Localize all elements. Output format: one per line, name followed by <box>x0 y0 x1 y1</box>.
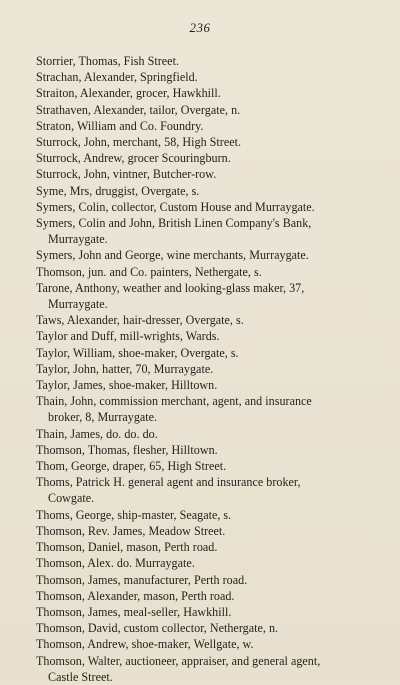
entry-text: Storrier, Thomas, Fish Street. <box>36 54 179 68</box>
entry-text: Thomson, Walter, auctioneer, appraiser, and general agent, <box>36 653 321 668</box>
entry-text: Symers, John and George, wine merchants, Murraygate. <box>36 248 309 263</box>
entry-text: Thomson, Thomas, flesher, Hilltown. <box>36 442 218 457</box>
entry-text: Thomson, David, custom collector, Nethergate, n. <box>36 621 279 636</box>
entry-text: Thoms, George, ship-master, Seagate, s. <box>36 507 232 522</box>
entry-text: Thomson, James, manufacturer, Perth road. <box>36 572 248 587</box>
directory-entry <box>36 247 388 263</box>
entry-text: Taylor, James, shoe-maker, Hilltown. <box>36 378 218 393</box>
directory-entry <box>36 442 388 458</box>
entry-text: Sturrock, John, merchant, 58, High Street. <box>36 135 242 150</box>
directory-entry <box>36 636 388 652</box>
directory-entry <box>36 69 388 85</box>
entry-text: Straiton, Alexander, grocer, Hawkhill. <box>36 86 221 101</box>
directory-entry <box>36 183 388 199</box>
entry-text: Thomson, James, meal-seller, Hawkhill. <box>36 604 232 619</box>
entry-text: Taylor, John, hatter, 70, Murraygate. <box>36 361 214 376</box>
entry-text: Symers, Colin and John, British Linen Company's Bank, <box>36 216 312 231</box>
directory-entry <box>36 572 388 588</box>
entry-continuation: Murraygate. <box>48 232 108 247</box>
directory-entry <box>36 328 388 344</box>
entry-text: Tarone, Anthony, weather and looking-glass maker, 37, <box>36 280 305 295</box>
directory-entry <box>36 588 388 604</box>
directory-entry <box>36 280 388 312</box>
directory-entry <box>36 523 388 539</box>
entry-continuation: Murraygate. <box>48 297 108 312</box>
directory-entry <box>36 539 388 555</box>
directory-entry <box>36 85 388 101</box>
directory-entry <box>36 118 388 134</box>
page-number: 236 <box>189 20 211 35</box>
directory-entry <box>36 166 388 182</box>
entry-text: Thomson, Daniel, mason, Perth road. <box>36 540 218 555</box>
directory-entry <box>36 53 388 69</box>
entry-text: Thomson, Rev. James, Meadow Street. <box>36 523 226 538</box>
directory-entry <box>36 215 388 247</box>
directory-entry <box>36 345 388 361</box>
directory-entry <box>36 150 388 166</box>
entry-text: Straton, William and Co. Foundry. <box>36 118 204 133</box>
entry-text: Sturrock, Andrew, grocer Scouringburn. <box>36 151 231 166</box>
directory-entry <box>36 653 388 685</box>
directory-entry <box>36 312 388 328</box>
entry-text: Taylor, William, shoe-maker, Overgate, s. <box>36 345 239 360</box>
directory-entry <box>36 604 388 620</box>
directory-entry <box>36 555 388 571</box>
entry-text: Strathaven, Alexander, tailor, Overgate, n. <box>36 102 241 117</box>
directory-entry <box>36 393 388 425</box>
directory-entry <box>36 377 388 393</box>
directory-entry <box>36 620 388 636</box>
entry-continuation: Castle Street. <box>48 669 113 684</box>
directory-entries <box>36 53 388 685</box>
entry-text: Symers, Colin, collector, Custom House and Murraygate. <box>36 199 315 214</box>
entry-text: Thomson, Alex. do. Murraygate. <box>36 556 195 571</box>
directory-entry <box>36 134 388 150</box>
directory-entry <box>36 426 388 442</box>
entry-text: Sturrock, John, vintner, Butcher-row. <box>36 167 217 182</box>
directory-entry <box>36 264 388 280</box>
directory-entry <box>36 199 388 215</box>
entry-text: Taws, Alexander, hair-dresser, Overgate, s. <box>36 313 244 328</box>
directory-entry <box>36 102 388 118</box>
entry-text: Thoms, Patrick H. general agent and insurance broker, <box>36 475 301 490</box>
entry-text: Syme, Mrs, druggist, Overgate, s. <box>36 183 200 198</box>
directory-entry <box>36 458 388 474</box>
entry-text: Thomson, jun. and Co. painters, Nethergate, s. <box>36 264 262 279</box>
directory-entry <box>36 361 388 377</box>
directory-entry <box>36 507 388 523</box>
entry-text: Thomson, Alexander, mason, Perth road. <box>36 588 235 603</box>
entry-text: Thain, James, do. do. do. <box>36 426 158 441</box>
entry-continuation: Cowgate. <box>48 491 95 506</box>
entry-text: Taylor and Duff, mill-wrights, Wards. <box>36 329 220 344</box>
entry-text: Thain, John, commission merchant, agent, and insurance <box>36 394 312 409</box>
entry-text: Thomson, Andrew, shoe-maker, Wellgate, w. <box>36 637 254 652</box>
entry-text: Strachan, Alexander, Springfield. <box>36 70 198 85</box>
directory-entry <box>36 474 388 506</box>
entry-text: Thom, George, draper, 65, High Street. <box>36 459 227 474</box>
entry-continuation: broker, 8, Murraygate. <box>48 410 158 425</box>
